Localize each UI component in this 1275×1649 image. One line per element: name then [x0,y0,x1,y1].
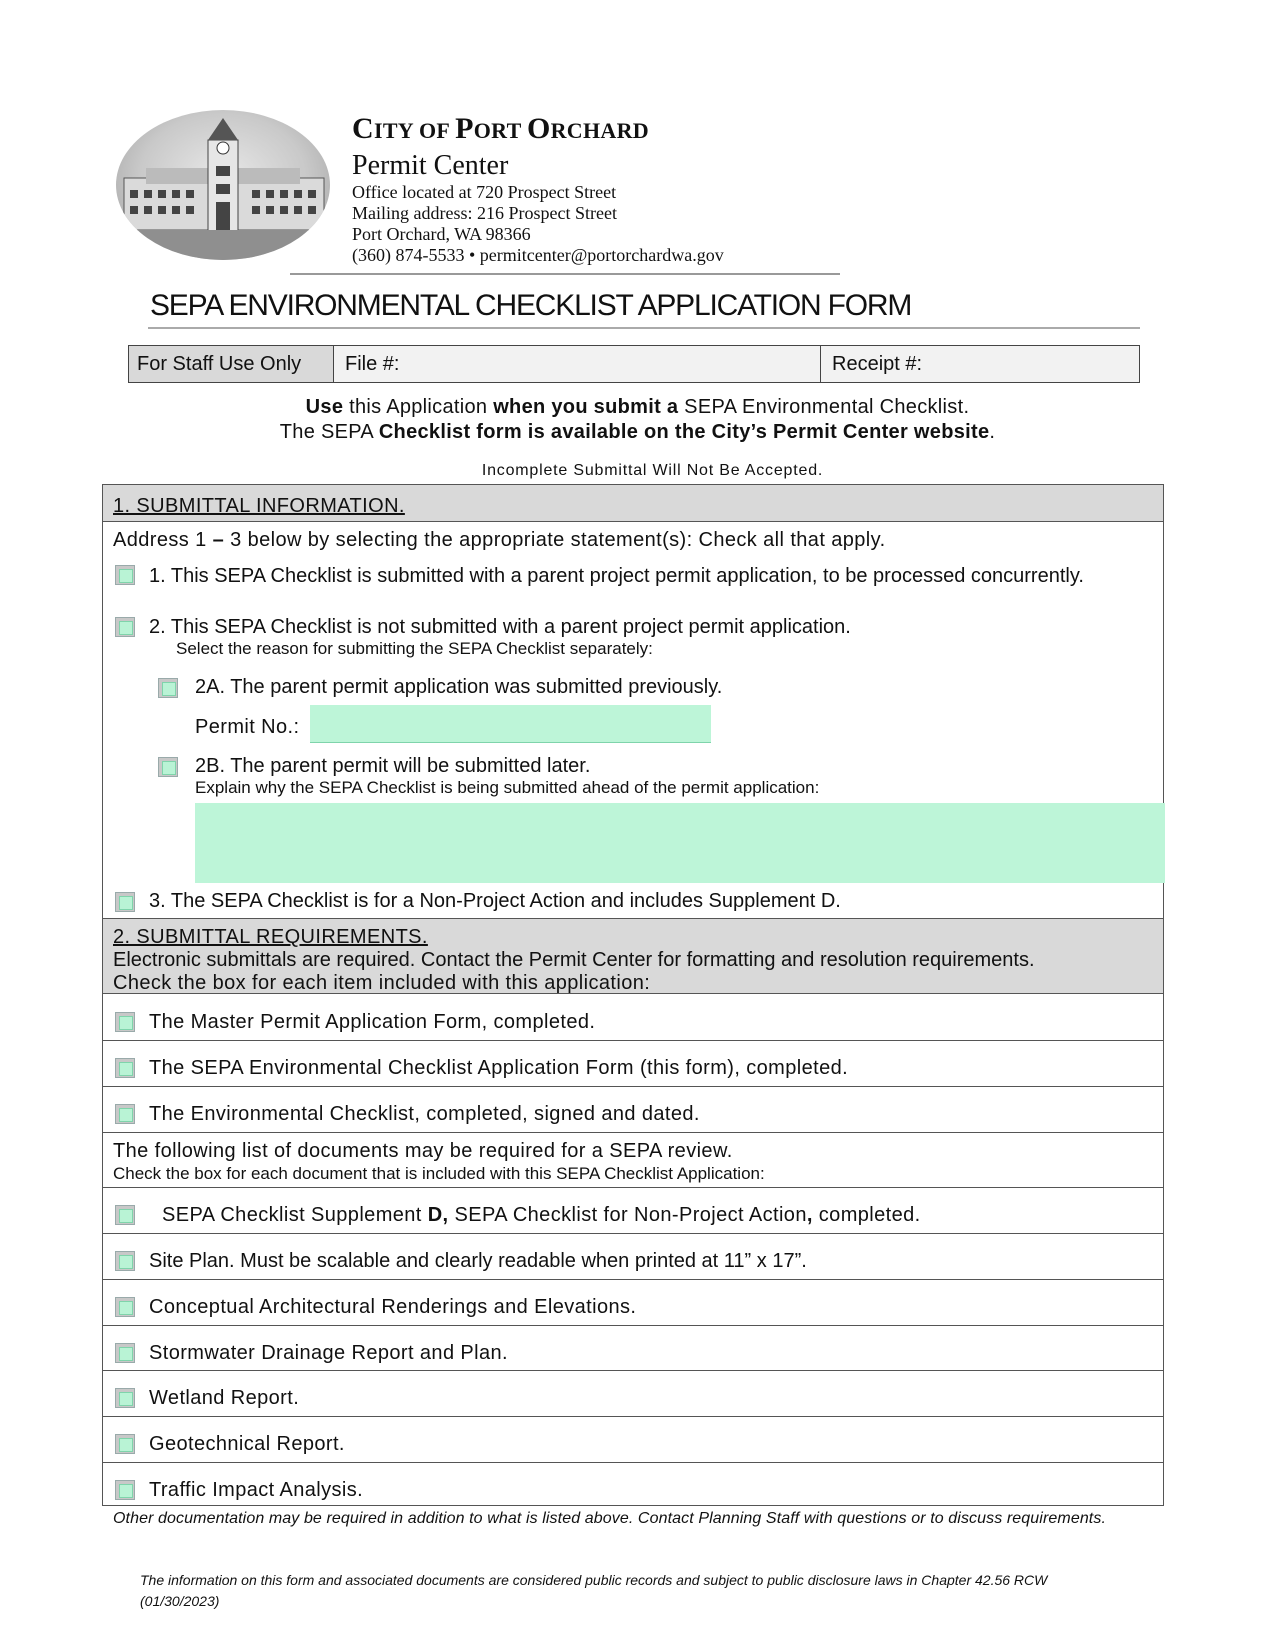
address-line: Port Orchard, WA 98366 [352,224,531,244]
title-divider [148,327,1140,329]
row-divider [103,1416,1163,1417]
permit-no-label: Permit No.: [195,716,300,738]
staff-use-table [128,345,1140,383]
optional-item-checkbox[interactable] [115,1480,135,1500]
supplement-d-checkbox[interactable] [115,1205,135,1225]
contact-line: (360) 874-5533 • permitcenter@portorchardwa.gov [352,245,724,265]
row-divider [103,1086,1163,1087]
option-2b-label: 2B. The parent permit will be submitted later. [195,755,591,777]
required-item-checkbox[interactable] [115,1104,135,1124]
optional-item-label: Site Plan. Must be scalable and clearly readable when printed at 11” x 17”. [149,1250,807,1272]
address-line: Office located at 720 Prospect Street [352,182,617,202]
optional-item-checkbox[interactable] [115,1251,135,1271]
optional-item-label: Wetland Report. [149,1387,300,1409]
optional-item-label: Geotechnical Report. [149,1433,345,1455]
disclaimer-text: The information on this form and associated documents are considered public records and subject to public disclosure laws in Chapter 42.56 RCW [140,1572,1048,1588]
row-divider [103,1279,1163,1280]
staff-use-label: For Staff Use Only [129,346,334,382]
other-documentation-note: Other documentation may be required in addition to what is listed above. Contact Planning Staff with questions or to discuss requirements. [113,1510,1107,1527]
header-block [352,112,724,266]
supplement-d-label: SEPA Checklist Supplement D, SEPA Checklist for Non-Project Action, completed. [162,1204,921,1226]
optional-item-label: Conceptual Architectural Renderings and Elevations. [149,1296,637,1318]
intro-line-1: Use this Application when you submit a SEPA Environmental Checklist. [305,396,970,418]
required-item-label: The Environmental Checklist, completed, signed and dated. [149,1103,700,1125]
required-item-label: The SEPA Environmental Checklist Application Form (this form), completed. [149,1057,849,1079]
explanation-textarea[interactable] [195,803,1165,883]
option-2a-label: 2A. The parent permit application was submitted previously. [195,676,723,698]
section-1-header [103,485,1163,522]
row-divider [103,1325,1163,1326]
row-divider [103,1040,1163,1041]
city-name: CITY OF PORT ORCHARD [352,112,649,145]
required-item-checkbox[interactable] [115,1058,135,1078]
form-title: SEPA ENVIRONMENTAL CHECKLIST APPLICATION FORM [150,289,912,322]
section-2-header [103,919,1163,994]
submittal-form [102,484,1164,1506]
option-3-label: 3. The SEPA Checklist is for a Non-Project Action and includes Supplement D. [149,890,841,912]
receipt-number-field[interactable]: Receipt #: [821,346,1139,382]
section-2-line-1: Electronic submittals are required. Contact the Permit Center for formatting and resolution requirements. [113,949,1035,971]
section-1-title: 1. SUBMITTAL INFORMATION. [113,495,405,517]
option-2-checkbox[interactable] [115,617,135,637]
optional-docs-sublabel: Check the box for each document that is included with this SEPA Checklist Application: [113,1164,765,1183]
header-divider [290,273,840,275]
required-item-checkbox[interactable] [115,1012,135,1032]
address-line: Mailing address: 216 Prospect Street [352,203,617,223]
department-name: Permit Center [352,150,509,181]
optional-item-checkbox[interactable] [115,1343,135,1363]
intro-line-2: The SEPA Checklist form is available on the City’s Permit Center website. [279,421,996,443]
optional-item-label: Stormwater Drainage Report and Plan. [149,1342,509,1364]
option-2-label: 2. This SEPA Checklist is not submitted with a parent project permit application. [149,616,851,638]
option-1-checkbox[interactable] [115,565,135,585]
section-1-instruction: Address 1 – 3 below by selecting the appropriate statement(s): Check all that apply. [113,529,886,551]
optional-item-label: Traffic Impact Analysis. [149,1479,364,1501]
city-hall-logo [116,110,330,260]
optional-docs-intro: The following list of documents may be required for a SEPA review. [113,1140,733,1162]
file-number-field[interactable]: File #: [334,346,821,382]
option-2b-checkbox[interactable] [158,757,178,777]
optional-item-checkbox[interactable] [115,1388,135,1408]
section-2-title: 2. SUBMITTAL REQUIREMENTS. [113,926,428,948]
row-divider [103,1462,1163,1463]
public-records-disclaimer [140,1570,1047,1612]
permit-no-input[interactable] [310,705,711,743]
option-1-label: 1. This SEPA Checklist is submitted with a parent project permit application, to be processed concurrently. [149,565,1084,587]
row-divider [103,1233,1163,1234]
incomplete-warning: Incomplete Submittal Will Not Be Accepted. [481,462,824,479]
section-2-line-2: Check the box for each item included with this application: [113,972,651,994]
option-2a-checkbox[interactable] [158,678,178,698]
revision-date: (01/30/2023) [140,1593,220,1609]
required-item-label: The Master Permit Application Form, completed. [149,1011,596,1033]
row-divider [103,1370,1163,1371]
optional-item-checkbox[interactable] [115,1434,135,1454]
option-3-checkbox[interactable] [115,892,135,912]
row-divider [103,1187,1163,1188]
row-divider [103,1132,1163,1133]
option-2-sublabel: Select the reason for submitting the SEPA Checklist separately: [176,639,653,658]
option-2b-sublabel: Explain why the SEPA Checklist is being submitted ahead of the permit application: [195,778,820,797]
optional-item-checkbox[interactable] [115,1297,135,1317]
